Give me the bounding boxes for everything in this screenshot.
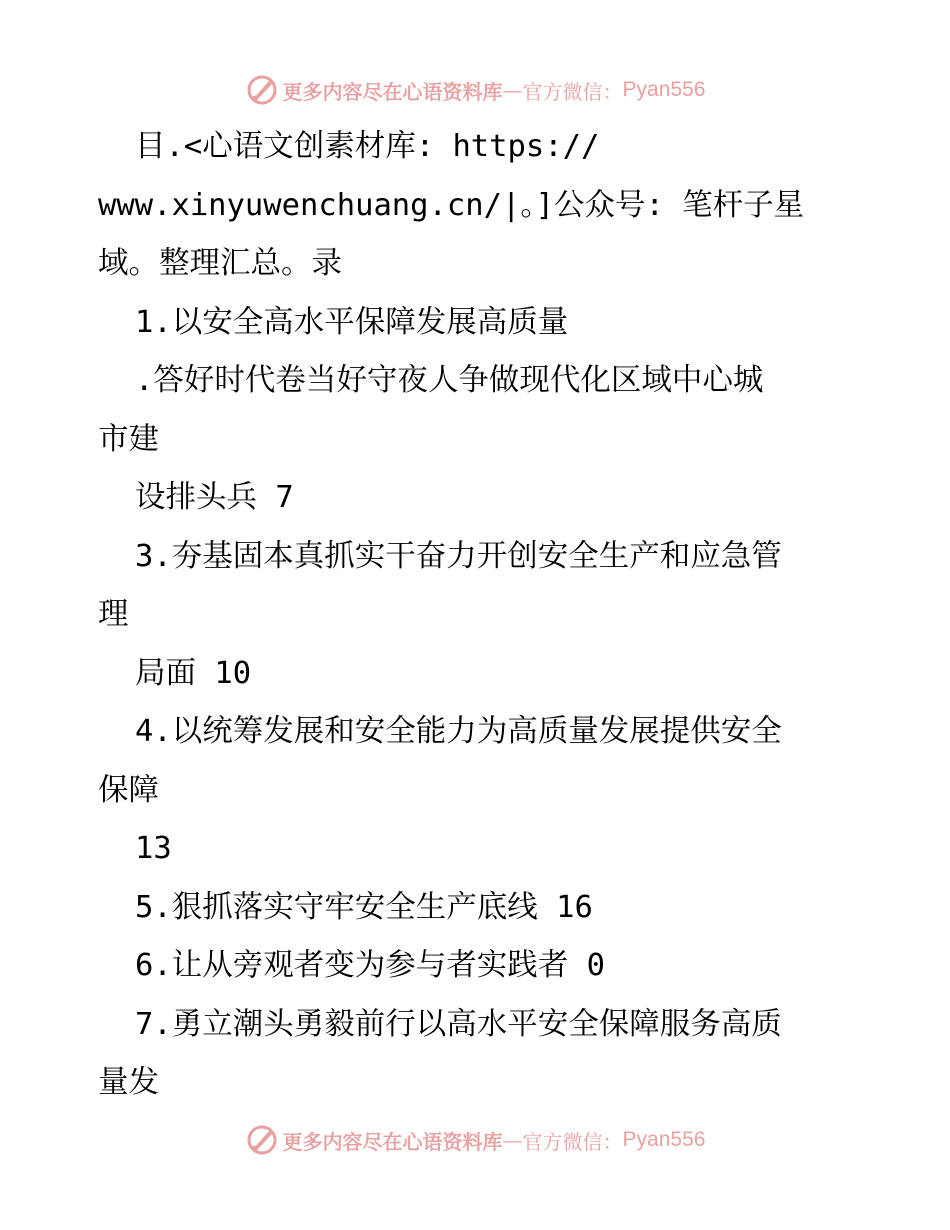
watermark-sub-text: 官方微信：	[522, 1129, 623, 1154]
watermark-main-text: 更多内容尽在心语资料库	[282, 79, 503, 104]
toc-line: 理	[98, 597, 129, 632]
watermark-wechat-id: Pyan556	[622, 78, 706, 101]
watermark-dash: —	[502, 1128, 523, 1152]
watermark-dash: —	[502, 78, 523, 102]
toc-line: .答好时代卷当好守夜人争做现代化区域中心城	[135, 363, 764, 398]
watermark-wechat-id: Pyan556	[622, 1128, 706, 1151]
toc-line: 市建	[98, 421, 159, 457]
toc-line: 3.夯基固本真抓实干奋力开创安全生产和应急管	[135, 538, 782, 574]
toc-line: 保障	[98, 772, 159, 808]
toc-line: 4.以统筹发展和安全能力为高质量发展提供安全	[135, 714, 782, 749]
watermark-banner-top	[0, 72, 950, 108]
document-body	[98, 118, 858, 1113]
watermark-banner-bottom	[0, 1122, 950, 1158]
toc-line: 13	[135, 831, 172, 866]
watermark-sub-text: 官方微信：	[522, 79, 623, 104]
toc-line: 6.让从旁观者变为参与者实践者 0	[135, 948, 605, 983]
toc-line: 目.<心语文创素材库: https://	[135, 129, 600, 164]
toc-line: 设排头兵 7	[135, 480, 294, 515]
toc-line: 量发	[98, 1065, 159, 1100]
toc-line: 域。整理汇总。录	[98, 246, 342, 281]
toc-line: www.xinyuwenchuang.cn/|。]公众号: 笔杆子星	[98, 187, 805, 223]
toc-line: 5.狠抓落实守牢安全生产底线 16	[135, 889, 593, 925]
watermark-main-text: 更多内容尽在心语资料库	[282, 1129, 503, 1154]
toc-line: 7.勇立潮头勇毅前行以高水平安全保障服务高质	[135, 1006, 782, 1042]
brush-logo-icon	[245, 1123, 279, 1157]
toc-line: 局面 10	[135, 655, 252, 691]
toc-line: 1.以安全高水平保障发展高质量	[135, 304, 569, 340]
brush-logo-icon	[245, 73, 279, 107]
